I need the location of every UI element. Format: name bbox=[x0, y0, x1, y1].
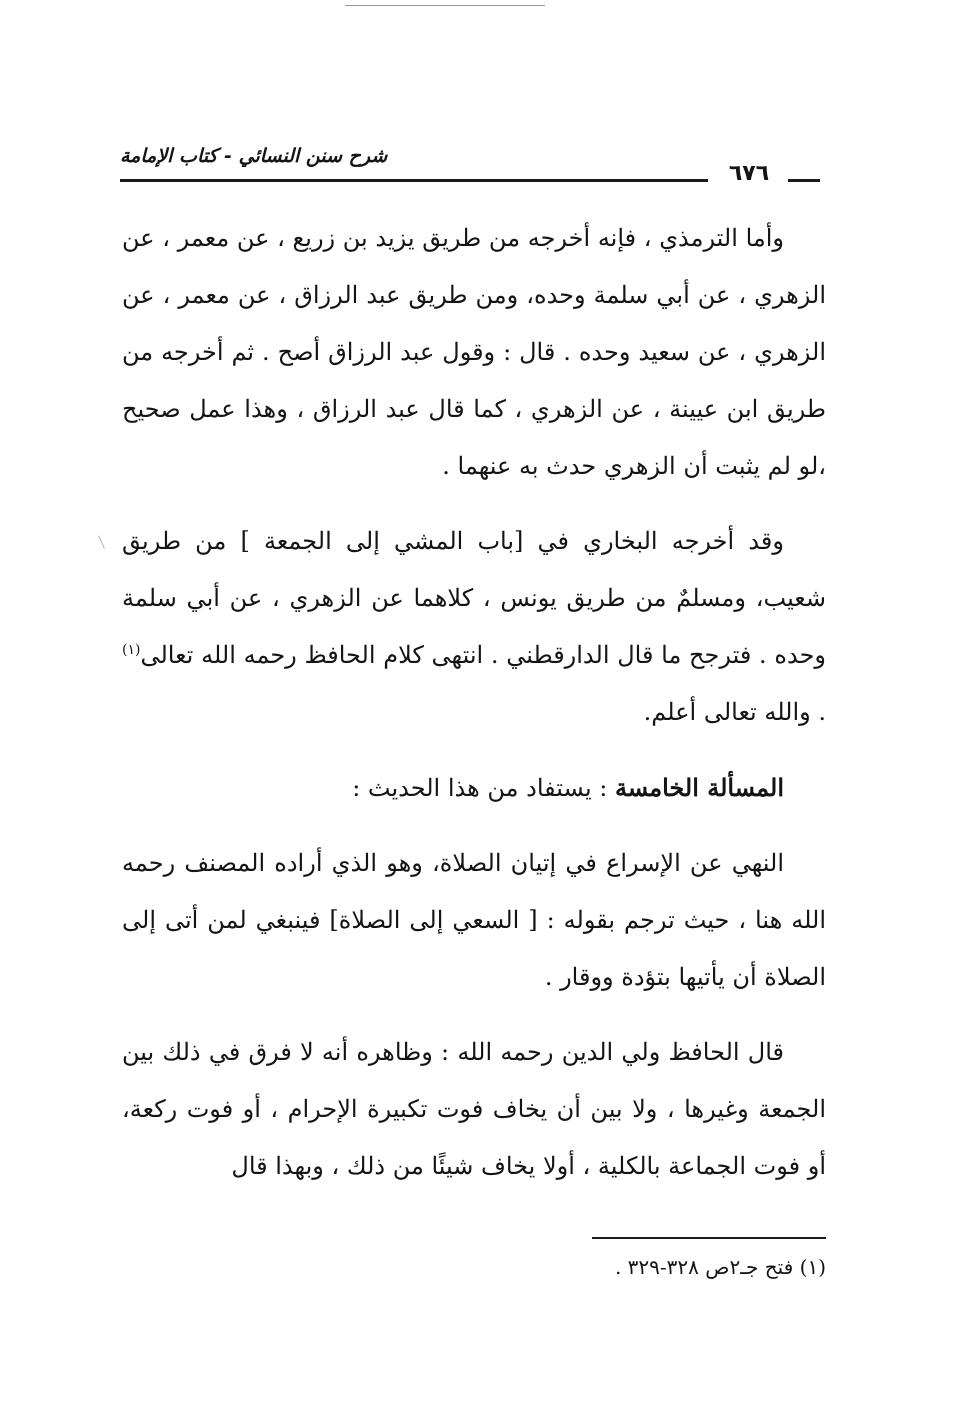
main-text bbox=[122, 210, 826, 1195]
paragraph-5-text: قال الحافظ ولي الدين رحمه الله : وظاهره أنه لا فرق في ذلك بين الجمعة وغيرها ، ولا بين أن يخاف فوت تكبيرة الإحرام ، أو فوت ركعة، أو فوت الجماعة بالكلية ، أولا يخاف شيئًا من ذلك ، وبهذا قال bbox=[122, 1038, 826, 1180]
paragraph-1 bbox=[122, 210, 826, 495]
paragraph-gap bbox=[122, 817, 826, 835]
book-title: شرح سنن النسائي - كتاب الإمامة bbox=[120, 145, 388, 167]
paragraph-5 bbox=[122, 1024, 826, 1195]
paragraph-gap bbox=[122, 1006, 826, 1024]
page-number-rule bbox=[788, 179, 820, 182]
footnote-reference[interactable]: (١) bbox=[122, 642, 141, 658]
paragraph-gap bbox=[122, 495, 826, 513]
paragraph-1-text: وأما الترمذي ، فإنه أخرجه من طريق يزيد بن زريع ، عن معمر ، عن الزهري ، عن أبي سلمة وحده، ومن طريق عبد الرزاق ، عن معمر ، عن الزهري ، عن سعيد وحده . قال : وقول عبد الرزاق أصح . ثم أخرجه من طريق ابن عيينة ، عن الزهري ، كما قال عبد الرزاق ، وهذا عمل صحيح ،لو لم يثبت أن الزهري حدث به عنهما . bbox=[122, 224, 826, 480]
paragraph-2 bbox=[122, 513, 826, 741]
footnote: (١) فتح جـ٢ص ٣٢٨-٣٢٩ . bbox=[614, 1255, 826, 1279]
paragraph-4 bbox=[122, 835, 826, 1006]
paragraph-3 bbox=[122, 759, 826, 817]
issue-heading-rest: : يستفاد من هذا الحديث : bbox=[352, 774, 615, 802]
running-header bbox=[120, 141, 820, 191]
stray-scan-mark bbox=[98, 535, 105, 548]
paragraph-4-text: النهي عن الإسراع في إتيان الصلاة، وهو الذي أراده المصنف رحمه الله هنا ، حيث ترجم بقوله : [ السعي إلى الصلاة] فينبغي لمن أتى إلى الصلاة أن يأتيها بتؤدة ووقار . bbox=[122, 849, 827, 991]
footnote-rule bbox=[592, 1237, 826, 1239]
issue-heading: المسألة الخامسة bbox=[614, 773, 784, 802]
paragraph-2-text: وقد أخرجه البخاري في [باب المشي إلى الجمعة ] من طريق شعيب، ومسلمٌ من طريق يونس ، كلاهما عن الزهري ، عن أبي سلمة وحده . فترجح ما قال الدارقطني . انتهى كلام الحافظ رحمه الله تعالى bbox=[122, 527, 826, 669]
paragraph-2-closing: . والله تعالى أعلم. bbox=[643, 698, 826, 726]
paragraph-gap bbox=[122, 741, 826, 759]
scan-edge-line bbox=[345, 5, 545, 6]
page-number: ٦٧٦ bbox=[728, 161, 770, 186]
header-rule bbox=[120, 179, 708, 182]
